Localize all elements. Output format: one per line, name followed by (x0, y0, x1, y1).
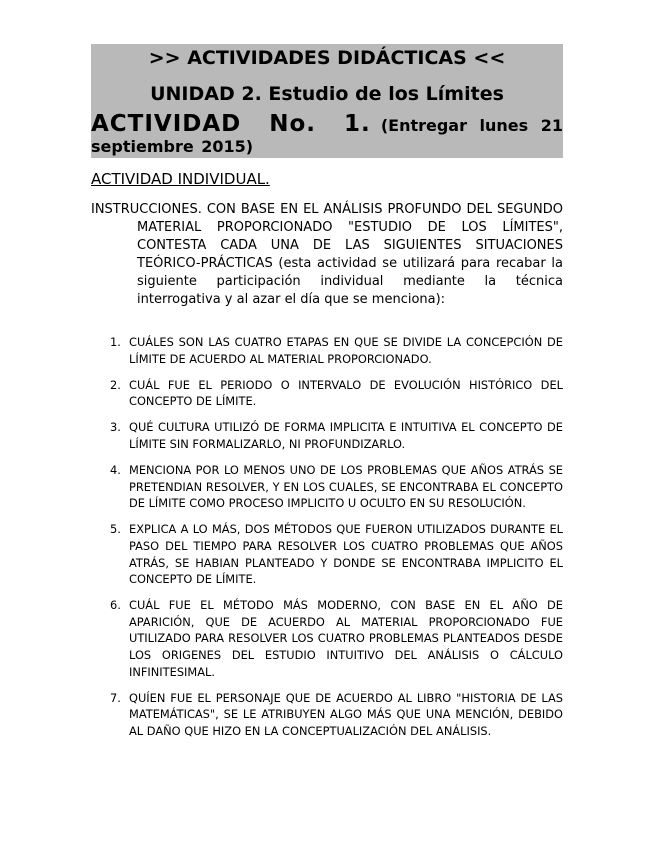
section-title: ACTIVIDAD INDIVIDUAL. (91, 170, 270, 188)
activity-deadline: (Entregar lunes 21 septiembre 2015) (91, 116, 563, 156)
question-item (91, 377, 563, 410)
question-number: 4. (110, 463, 121, 478)
question-text: CUÁL FUE EL PERIODO O INTERVALO DE EVOLUCIÓN HISTÓRICO DEL CONCEPTO DE LÍMITE. (129, 377, 563, 409)
question-number: 3. (110, 420, 121, 435)
question-number: 2. (110, 377, 121, 392)
activities-heading: >> ACTIVIDADES DIDÁCTICAS << (148, 47, 506, 69)
question-item (91, 521, 563, 587)
question-text: CUÁL FUE EL MÉTODO MÁS MODERNO, CON BASE EN EL AÑO DE APARICIÓN, QUE DE ACUERDO AL MATERIAL PROPORCIONADO FUE UTILIZADO PARA RESOLVER LOS CUATRO PROBLEMAS PLANTEADOS DESDE LOS ORIGENES DEL ESTUDIO INTUITIVO DEL ANÁLISIS O CÁLCULO INFINITESIMAL. (129, 598, 563, 679)
question-text: QUÍEN FUE EL PERSONAJE QUE DE ACUERDO AL LIBRO "HISTORIA DE LAS MATEMÁTICAS", SE LE ATRIBUYEN ALGO MÁS QUE UNA MENCIÓN, DEBIDO AL DAÑO QUE HIZO EN LA CONCEPTUALIZACIÓN DEL ANÁLISIS. (129, 690, 563, 738)
header-band (91, 44, 563, 158)
question-number: 5. (110, 522, 121, 537)
unit-heading: UNIDAD 2. Estudio de los Límites (150, 83, 504, 105)
question-text: CUÁLES SON LAS CUATRO ETAPAS EN QUE SE DIVIDE LA CONCEPCIÓN DE LÍMITE DE ACUERDO AL MATERIAL PROPORCIONADO. (129, 335, 563, 366)
question-item (91, 419, 563, 452)
question-item (91, 690, 563, 740)
question-item (91, 597, 563, 680)
activity-label: ACTIVIDAD No. 1. (91, 111, 371, 137)
activity-title (91, 111, 563, 157)
question-item (91, 334, 563, 367)
question-number: 7. (110, 690, 121, 705)
question-text: EXPLICA A LO MÁS, DOS MÉTODOS QUE FUERON UTILIZADOS DURANTE EL PASO DEL TIEMPO PARA RESOLVER LOS CUATRO PROBLEMAS QUE AÑOS ATRÁS, SE HABIAN PLANTEADO Y DONDE SE ENCONTRABA IMPLICITO EL CONCEPTO DE LÍMITE. (129, 522, 563, 587)
question-number: 6. (110, 598, 121, 613)
questions-list (91, 334, 563, 739)
question-number: 1. (110, 335, 121, 349)
document-page (91, 44, 563, 749)
instructions-paragraph: INSTRUCCIONES. CON BASE EN EL ANÁLISIS PROFUNDO DEL SEGUNDO MATERIAL PROPORCIONADO "ESTUDIO DE LOS LÍMITES", CONTESTA CADA UNA DE LAS SIGUIENTES SITUACIONES TEÓRICO-PRÁCTICAS (esta actividad se utilizará para recabar la siguiente participación individual mediante la técnica interrogativa y al azar el día que se menciona): (91, 202, 563, 307)
question-text: QUÉ CULTURA UTILIZÓ DE FORMA IMPLICITA E INTUITIVA EL CONCEPTO DE LÍMITE SIN FORMALIZARLO, NI PROFUNDIZARLO. (129, 420, 563, 451)
question-text: MENCIONA POR LO MENOS UNO DE LOS PROBLEMAS QUE AÑOS ATRÁS SE PRETENDIAN RESOLVER, Y EN LOS CUALES, SE ENCONTRABA EL CONCEPTO DE LÍMITE COMO PROCESO IMPLICITO U OCULTO EN SU RESOLUCIÓN. (129, 463, 563, 511)
question-item (91, 462, 563, 512)
